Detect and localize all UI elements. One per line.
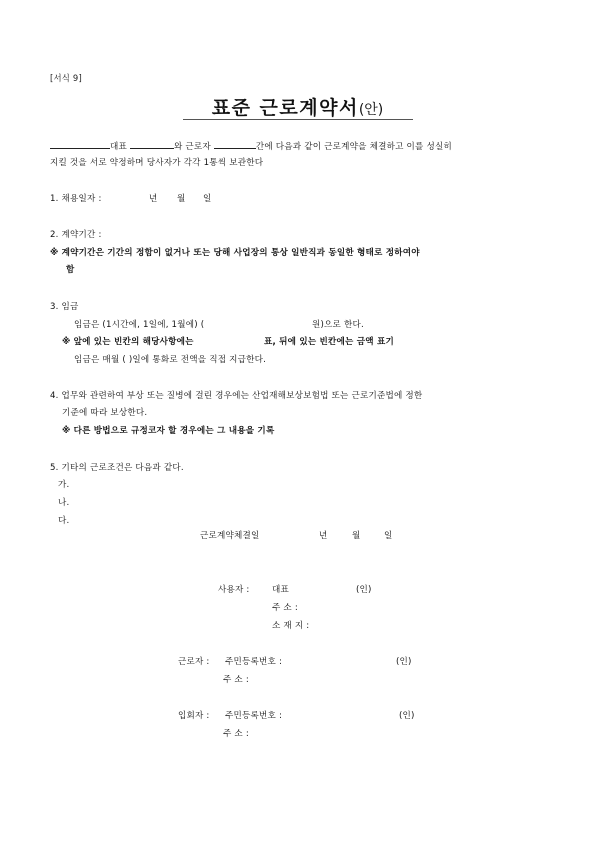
contract-date-day: 일 [384, 531, 393, 541]
intro-line-2: 지킬 것을 서로 약정하며 당사자가 각각 1통씩 보관한다 [50, 158, 264, 168]
intro-seg-2: 와 근로자 [173, 142, 211, 152]
compensation-note-text: 다른 방법으로 규정코자 할 경우에는 그 내용을 기록 [73, 426, 275, 436]
contract-period-label: 2. 계약기간 : [50, 230, 102, 240]
wage-line-3: 임금은 매월 ( )일에 통화로 전액을 직접 지급한다. [74, 355, 267, 365]
other-condition-item: 나. [58, 498, 70, 508]
witness-label: 입회자 : [178, 711, 210, 721]
intro-seg-3: 간에 다음과 같이 근로계약을 체결하고 이를 성실히 [255, 142, 452, 152]
contract-period-note [50, 247, 420, 259]
title-main: 표준 근로계약서 [211, 97, 359, 119]
intro-line-1 [50, 140, 452, 153]
title-block [185, 93, 410, 120]
note-mark: ※ [50, 248, 59, 258]
employer-address: 주 소 : [272, 603, 298, 613]
contract-date-label: 근로계약체결일 [200, 531, 260, 541]
wage-note-a: 앞에 있는 빈칸의 해당사항에는 [73, 337, 194, 347]
witness-address: 주 소 : [223, 729, 249, 739]
witness-id: 주민등록번호 : [225, 711, 283, 721]
contract-date-year: 년 [319, 531, 328, 541]
wage-note [62, 336, 194, 348]
worker-label: 근로자 : [178, 657, 210, 667]
employer-label: 사용자 : [218, 585, 250, 595]
employer-seal: (인) [356, 585, 372, 595]
form-number: [서식 9] [50, 73, 82, 83]
wage-label: 3. 임금 [50, 302, 79, 312]
compensation-line-2: 기준에 따라 보상한다. [62, 408, 148, 418]
note-mark: ※ [62, 426, 71, 436]
hire-date-year: 년 [149, 194, 158, 204]
hire-date-month: 월 [177, 194, 186, 204]
employer-location: 소 재 지 : [272, 621, 310, 631]
title-underline [183, 119, 413, 120]
contract-period-note-2: 함 [66, 265, 75, 275]
other-conditions-label: 5. 기타의 근로조건은 다음과 같다. [50, 463, 184, 473]
contract-date-month: 월 [352, 531, 361, 541]
intro-seg-1: 대표 [110, 142, 128, 152]
other-condition-item: 다. [58, 516, 70, 526]
hire-date-day: 일 [203, 194, 212, 204]
employer-name-blank [50, 140, 110, 149]
compensation-line-1: 4. 업무와 관련하여 부상 또는 질병에 걸린 경우에는 산업재해보상보험법 또는 근로기준법에 정한 [50, 391, 423, 401]
contract-period-note-text: 계약기간은 기간의 정함이 없거나 또는 당해 사업장의 통상 일반직과 동일한 형태로 정하여야 [61, 248, 420, 258]
representative-blank [130, 140, 174, 149]
wage-line-1a: 임금은 (1시간에, 1일에, 1월에) ( [74, 320, 205, 330]
wage-line-1b: 원)으로 한다. [312, 320, 364, 330]
worker-name-blank [214, 140, 256, 149]
worker-id: 주민등록번호 : [225, 657, 283, 667]
worker-seal: (인) [396, 657, 412, 667]
hire-date-label: 1. 채용일자 : [50, 194, 102, 204]
employer-rep: 대표 [272, 585, 290, 595]
other-condition-item: 가. [58, 480, 70, 490]
note-mark: ※ [62, 337, 71, 347]
witness-seal: (인) [399, 711, 415, 721]
wage-note-b: 표, 뒤에 있는 빈칸에는 금액 표기 [264, 337, 394, 347]
compensation-note [62, 425, 274, 437]
worker-address: 주 소 : [223, 675, 249, 685]
title-suffix: (안) [358, 102, 384, 118]
document-title [212, 97, 384, 119]
